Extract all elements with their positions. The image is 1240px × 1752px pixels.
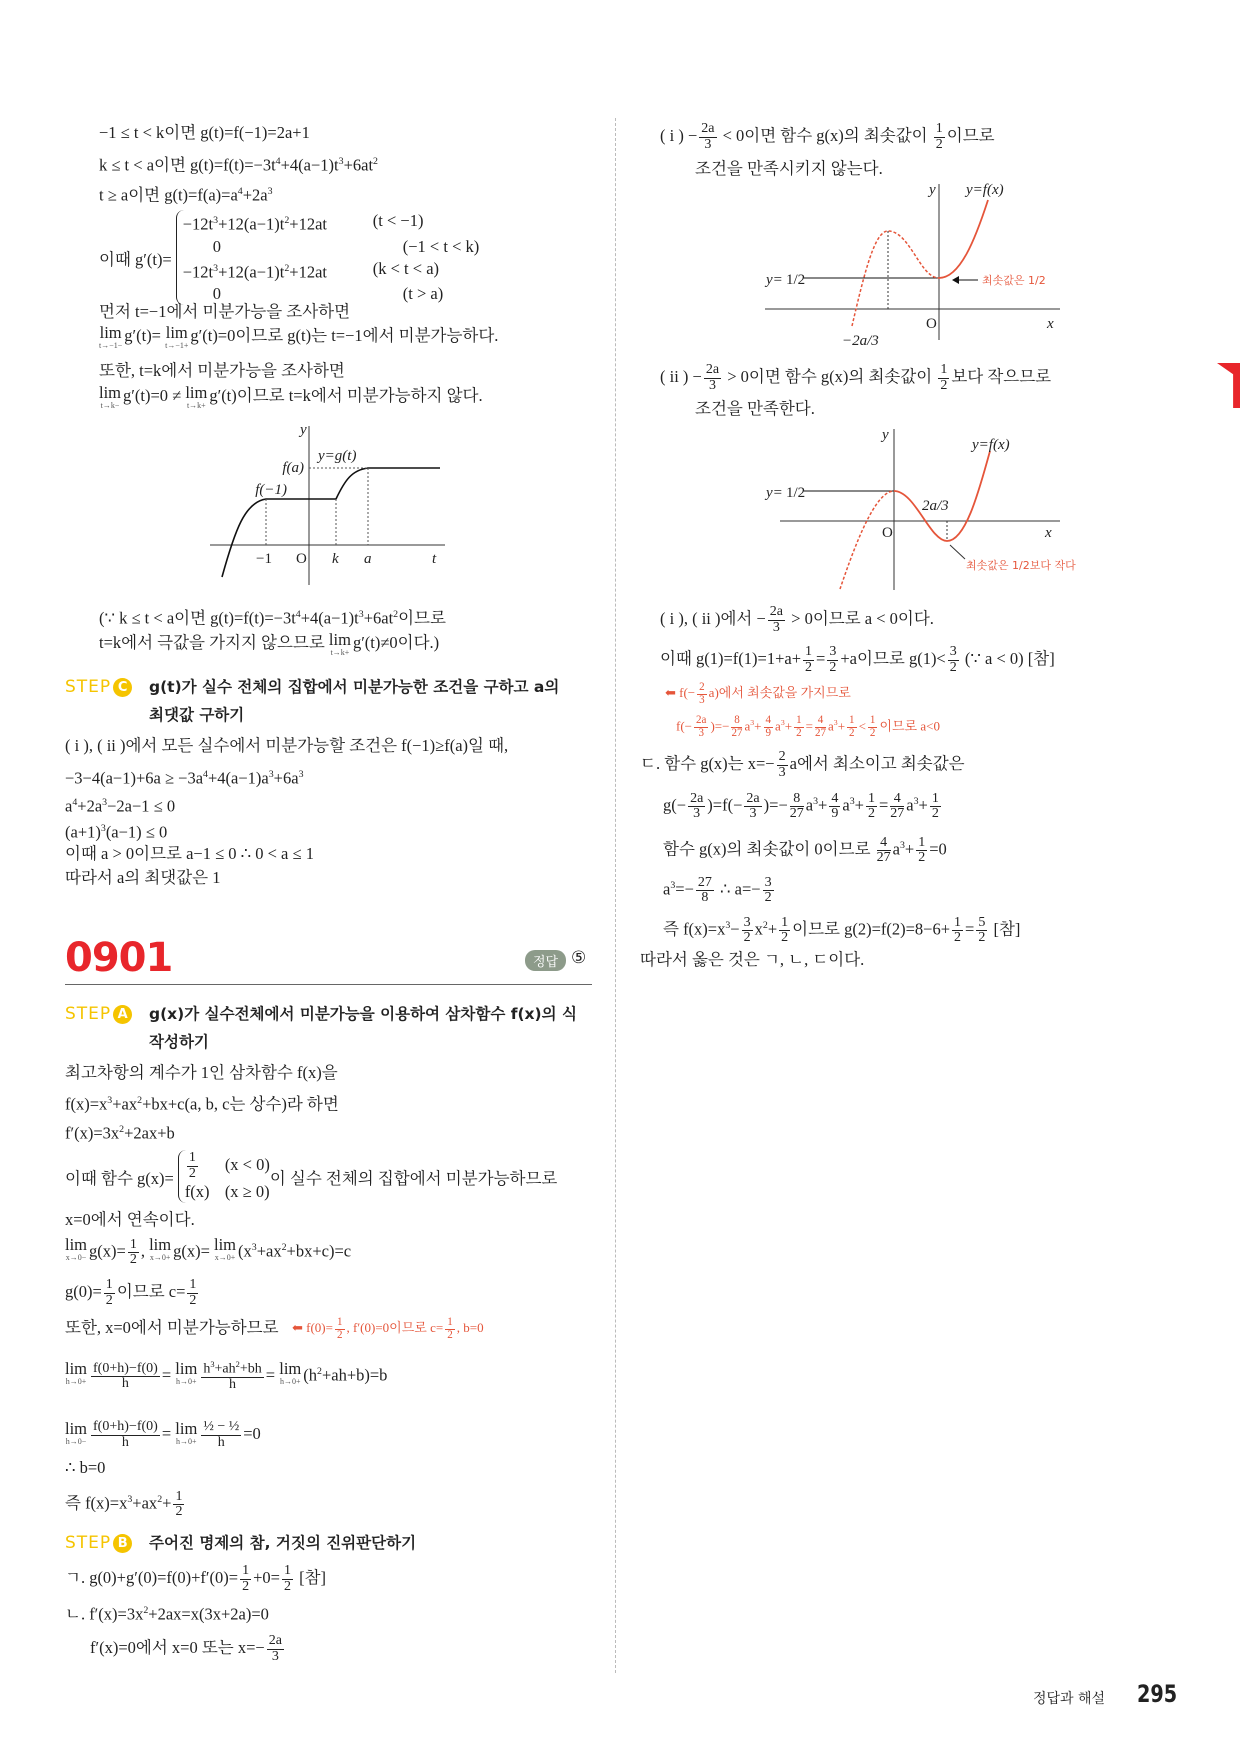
text-line: lim t→k− g′(t)=0 ≠ lim t→k+ g′(t)이므로 t=k에서 미분가능하지 않다. — [99, 383, 483, 411]
piece-expr: 0 — [212, 284, 221, 303]
tick-label: −1 — [256, 551, 272, 567]
step-title: 작성하기 — [149, 1033, 209, 1051]
step-title: g(x)가 실수전체에서 미분가능을 이용하여 삼차함수 f(x)의 식 — [149, 1005, 577, 1023]
x-axis-label: x — [1045, 525, 1052, 541]
step-b-heading — [65, 1530, 417, 1556]
text-line: $a^4+2a^3-2a-1 \le 0$ — [65, 796, 176, 816]
text-line: 함수 g(x)의 최솟값이 0이므로 $\frac{4}{27}$ $a^3+$ $\frac{1}{2}$ =0 — [663, 834, 947, 866]
graph-case-1 — [760, 180, 1080, 360]
text-line: 이때 g(1)=f(1)=1+a+ $\frac{1}{2}$ = $\frac{3}{2}$ +a이므로 g(1)< $\frac{3}{2}$ (∵ a < 0) [참] — [660, 644, 1055, 675]
step-title: 주어진 명제의 참, 거짓의 진위판단하기 — [149, 1534, 417, 1552]
piece-expr: 0 — [212, 236, 221, 256]
text-line: t=k에서 극값을 가지지 않으므로 lim t→k+ g′(t)≠0이다.) — [99, 630, 440, 658]
label-fm1: f(−1) — [255, 482, 287, 498]
column-divider — [615, 118, 616, 1673]
step-letter-badge: B — [113, 1534, 132, 1553]
text-line: −1 ≤ t < k이면 g(t)=f(−1)=2a+1 — [99, 123, 310, 142]
step-a-heading — [65, 1001, 577, 1051]
step-c-heading — [65, 674, 560, 724]
text-line: ( ii ) − $\frac{2a}{3}$ > 0이면 함수 g(x)의 최솟값이 $\frac{1}{2}$ 보다 작으므로 — [660, 362, 1052, 393]
text-line: lim h→0− $\frac{f(0+h)-f(0)}{h}$ = lim h→0+ ½ − ½ h =0 — [65, 1419, 261, 1450]
piece-cond: (−1 < t < k) — [402, 236, 480, 256]
step-letter-badge: A — [113, 1005, 132, 1024]
graph-case-2 — [760, 425, 1100, 595]
text-line: 또한, x=0에서 미분가능하므로 — [65, 1318, 279, 1337]
half-label: y= — [766, 485, 783, 501]
hint-note: f(− $\frac{2a}{3}$ )=− $\frac{8}{27}$ $a^3+$ $\frac{4}{9}$ $a^3+$ $\frac{1}{2}$ = $\frac{4}{27}$ $a^3+$ $\frac{1}{2}$ < $\frac{1}{2}$ 이므로 a<0 — [676, 714, 940, 739]
y-axis-label: y — [300, 422, 307, 438]
text-line: x=0에서 연속이다. — [65, 1210, 195, 1229]
tick-label: a — [364, 551, 372, 567]
footer-section-label: 정답과 해설 — [1033, 1691, 1106, 1707]
text-line: $f'(x)=3x^2+2ax+b$ — [65, 1123, 175, 1143]
text-line: 따라서 옳은 것은 ㄱ, ㄴ, ㄷ이다. — [640, 950, 865, 969]
piecewise-brace — [178, 1150, 270, 1203]
text-line: f′(x)=0에서 x=0 또는 x=− $\frac{2a}{3}$ — [90, 1633, 282, 1664]
text-line: ( i ), ( ii )에서 − $\frac{2a}{3}$ > 0이므로 a < 0이다. — [660, 604, 934, 635]
text-line: 최고차항의 계수가 1인 삼차함수 f(x)을 — [65, 1063, 338, 1082]
root-label: 2a/3 — [922, 498, 949, 514]
min-note: 최솟값은 1/2보다 작다 — [966, 559, 1076, 572]
text-line: t ≥ a이면 $g(t)=f(a)=a^4+2a^3$ — [99, 185, 273, 205]
answer-badge: 정답 — [525, 950, 566, 971]
piecewise-prefix: 이때 함수 g(x)= — [65, 1168, 174, 1188]
text-line: ㄱ. g(0)+g′(0)=f(0)+f′(0)= $\frac{1}{2}$ +0= $\frac{1}{2}$ [참] — [65, 1563, 327, 1594]
piece-expr: $-12t^3+12(a-1)t^2+12at$ — [182, 214, 327, 234]
text-line: $f(x)=x^3+ax^2+bx+c(a$, b, c는 상수)라 하면 — [65, 1094, 339, 1114]
text-line: ㄷ. 함수 g(x)는 x=− $\frac{2}{3}$ a에서 최소이고 최솟값은 — [640, 749, 965, 780]
hint-note: ⬅ f(0)= $\frac{1}{2}$ , f′(0)=0이므로 c= $\frac{1}{2}$ , b=0 — [292, 1315, 484, 1341]
half-label: y= — [766, 272, 783, 288]
piece-cond: (k < t < a) — [372, 258, 440, 278]
piecewise-g — [65, 1150, 557, 1203]
text-line: $(a+1)^3(a-1) \le 0$ — [65, 822, 168, 842]
text-line: ( i ), ( ii )에서 모든 실수에서 미분가능할 조건은 f(−1)≥f(a)일 때, — [65, 736, 509, 755]
hint-note: ⬅ f(− $\frac{2}{3}$ a)에서 최솟값을 가지므로 — [665, 680, 851, 706]
y-axis-label: y — [882, 427, 889, 443]
piecewise-prefix: 이때 g′(t)= — [99, 249, 172, 269]
piecewise-brace — [176, 210, 480, 305]
text-line: (∵ k ≤ t < a이면 $g(t)=f(t)=-3t^4+4(a-1)t^3+6at^2$이므로 — [99, 608, 446, 628]
text-line: ∴ b=0 — [65, 1458, 106, 1477]
text-line: $a^3=-$ $\frac{27}{8}$ ∴ a=− $\frac{3}{2}$ — [663, 874, 772, 906]
chapter-tab-marker — [1217, 363, 1240, 408]
text-line: g(0)= $\frac{1}{2}$ 이므로 c= $\frac{1}{2}$ — [65, 1277, 197, 1308]
text-line: 이때 a > 0이므로 a−1 ≤ 0 ∴ 0 < a ≤ 1 — [65, 844, 314, 863]
y-axis-label: y — [929, 182, 936, 198]
half-fraction: 1/2 — [786, 272, 806, 288]
piece-expr: $\frac{1}{2}$ — [188, 1150, 196, 1181]
step-title: g(t)가 실수 전체의 집합에서 미분가능한 조건을 구하고 a의 — [149, 678, 560, 696]
curve-label: y=f(x) — [972, 437, 1010, 453]
page-number: 295 — [1137, 1680, 1178, 1708]
text-line: lim t→−1− g′(t)= lim t→−1+ g′(t)=0이므로 g(t)는 t=−1에서 미분가능하다. — [99, 323, 499, 351]
arrow-head-icon — [952, 276, 959, 284]
text-line: $-3-4(a-1)+6a \ge -3a^4+4(a-1)a^3+6a^3$ — [65, 768, 304, 788]
piece-cond: (t < −1) — [372, 211, 424, 230]
min-note: 최솟값은 1/2 — [982, 274, 1046, 287]
piece-cond: (x ≥ 0) — [224, 1182, 270, 1202]
piece-cond: (t > a) — [402, 284, 444, 303]
text-line: 즉 $f(x)=x^3-$ $\frac{3}{2}$ $x^2+$ $\frac{1}{2}$ 이므로 g(2)=f(2)=8−6+ $\frac{1}{2}$ = $\frac{5}{2}$ [참] — [663, 914, 1021, 946]
curve-solid — [939, 200, 988, 278]
origin-label: O — [882, 525, 893, 541]
note-pointer — [950, 545, 965, 559]
origin-label: O — [926, 316, 937, 332]
piecewise-suffix: 이 실수 전체의 집합에서 미분가능하므로 — [269, 1168, 558, 1188]
problem-rule — [65, 984, 592, 985]
label-fa: f(a) — [282, 460, 304, 476]
root-label: −2a/3 — [842, 333, 879, 349]
text-line: 먼저 t=−1에서 미분가능을 조사하면 — [99, 302, 351, 321]
step-tag: STEP — [65, 1533, 112, 1553]
tick-label: k — [332, 551, 339, 567]
text-line: 조건을 만족시키지 않는다. — [695, 159, 883, 178]
x-axis-label: x — [1047, 316, 1054, 332]
text-line: lim x→0− g(x)= $\frac{1}{2}$ , lim x→0+ g(x)= lim x→0+ $(x^3+ax^2+bx+c)=c$ — [65, 1235, 352, 1268]
text-line: g(− $\frac{2a}{3}$ )=f(− $\frac{2a}{3}$ )=− $\frac{8}{27}$ $a^3+$ $\frac{4}{9}$ $a^3+$ $\frac{1}{2}$ = $\frac{4}{27}$ $a^3+$ $\frac{1}{2}$ — [663, 790, 939, 822]
text-line: 따라서 a의 최댓값은 1 — [65, 868, 221, 887]
text-line: lim h→0+ $\frac{f(0+h)-f(0)}{h}$ = lim h→0+ $\frac{h^3+ah^2+bh}{h}$ = lim h→0+ $(h^2+ah+b)=b$ — [65, 1359, 388, 1393]
graph-g-of-t — [200, 420, 460, 590]
curve-label: y=g(t) — [318, 448, 357, 464]
text-line: 또한, t=k에서 미분가능을 조사하면 — [99, 361, 345, 380]
half-fraction: 1/2 — [786, 485, 806, 501]
curve-solid — [894, 451, 990, 541]
step-tag: STEP — [65, 1004, 112, 1024]
x-axis-label: t — [432, 551, 437, 567]
piecewise-gprime — [99, 210, 479, 305]
step-tag: STEP — [65, 677, 112, 697]
answer-value: ⑤ — [571, 948, 587, 968]
problem-number: 0901 — [65, 935, 173, 981]
text-line: k ≤ t < a이면 $g(t)=f(t)=-3t^4+4(a-1)t^3+6at^2$ — [99, 155, 378, 175]
text-line: ㄴ. $f'(x)=3x^2+2ax=x(3x+2a)=0$ — [65, 1604, 269, 1624]
text-line: 즉 $f(x)=x^3+ax^2+$ $\frac{1}{2}$ — [65, 1488, 183, 1520]
piece-expr: f(x) — [184, 1182, 210, 1202]
step-letter-badge: C — [113, 678, 132, 697]
piece-expr: $-12t^3+12(a-1)t^2+12at$ — [182, 262, 327, 281]
text-line: 조건을 만족한다. — [695, 399, 815, 418]
step-title: 최댓값 구하기 — [149, 706, 245, 724]
piece-cond: (x < 0) — [224, 1155, 270, 1174]
origin-label: O — [296, 551, 307, 567]
text-line: ( i ) − $\frac{2a}{3}$ < 0이면 함수 g(x)의 최솟값이 $\frac{1}{2}$ 이므로 — [660, 121, 995, 152]
curve-label: y=f(x) — [966, 182, 1004, 198]
